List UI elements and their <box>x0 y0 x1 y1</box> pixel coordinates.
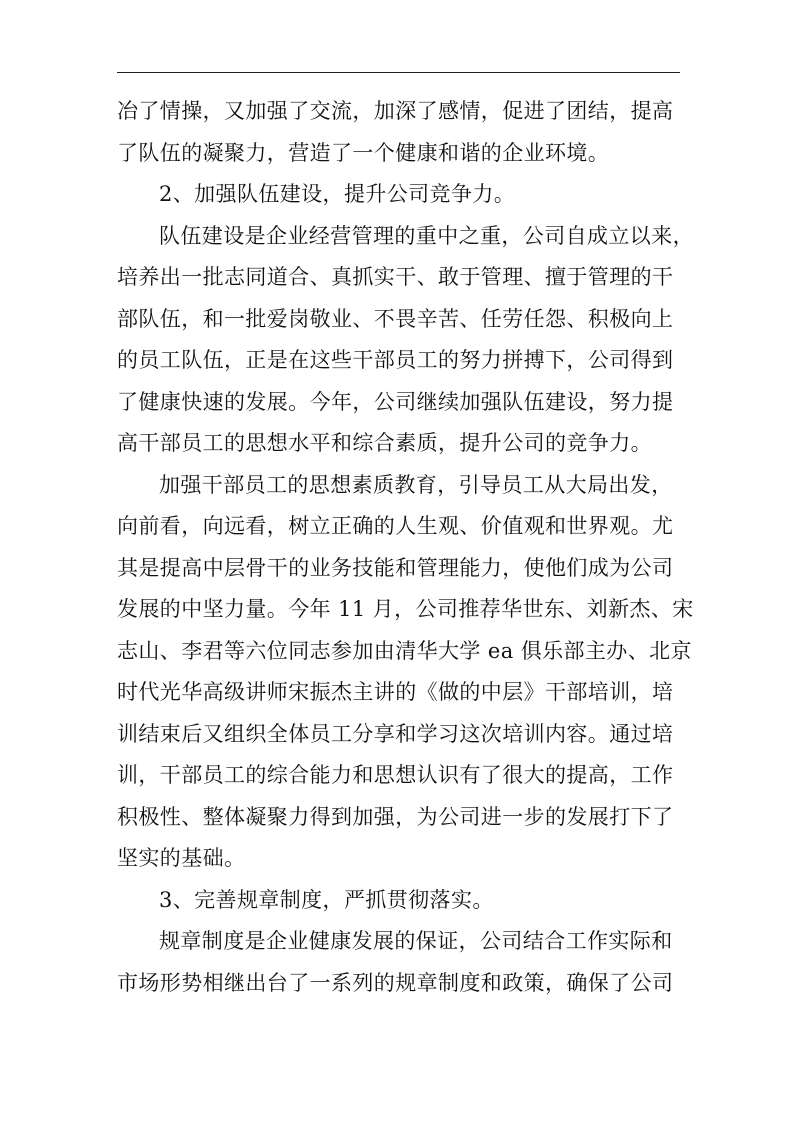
text-line: 了队伍的凝聚力，营造了一个健康和谐的企业环境。 <box>117 140 610 165</box>
text-line: 部队伍，和一批爱岗敬业、不畏辛苦、任劳任怨、积极向上 <box>117 306 674 331</box>
text-line: 冶了情操，又加强了交流，加深了感情，促进了团结，提高 <box>117 99 674 123</box>
text-line: 时代光华高级讲师宋振杰主讲的《做的中层》干部培训，培 <box>117 680 674 704</box>
section-heading: 3、完善规章制度，严抓贯彻落实。 <box>159 887 494 912</box>
text-line: 发展的中坚力量。今年 11 月，公司推荐华世东、刘新杰、宋 <box>117 597 694 621</box>
text-line: 加强干部员工的思想素质教育，引导员工从大局出发， <box>159 472 673 497</box>
text-line: 市场形势相继出台了一系列的规章制度和政策，确保了公司 <box>117 970 674 995</box>
text-line: 培养出一批志同道合、真抓实干、敢于管理、擅于管理的干 <box>117 265 674 289</box>
section-heading: 2、加强队伍建设，提升公司竞争力。 <box>159 182 516 206</box>
document-body <box>117 91 694 1004</box>
text-line: 志山、李君等六位同志参加由清华大学 ea 俱乐部主办、北京 <box>117 638 692 663</box>
text-line: 规章制度是企业健康发展的保证，公司结合工作实际和 <box>159 929 673 953</box>
text-line: 训结束后又组织全体员工分享和学习这次培训内容。通过培 <box>117 721 674 746</box>
text-line: 了健康快速的发展。今年，公司继续加强队伍建设，努力提 <box>117 389 674 414</box>
text-line: 其是提高中层骨干的业务技能和管理能力，使他们成为公司 <box>117 555 674 580</box>
header-rule <box>117 72 680 73</box>
text-line: 训，干部员工的综合能力和思想认识有了很大的提高，工作 <box>117 763 674 787</box>
text-line: 高干部员工的思想水平和综合素质，提升公司的竞争力。 <box>117 431 652 455</box>
text-line: 向前看，向远看，树立正确的人生观、价值观和世界观。尤 <box>117 514 674 538</box>
text-line: 积极性、整体凝聚力得到加强，为公司进一步的发展打下了 <box>117 804 674 829</box>
text-line: 队伍建设是企业经营管理的重中之重，公司自成立以来， <box>159 223 694 248</box>
text-line: 的员工队伍，正是在这些干部员工的努力拼搏下，公司得到 <box>117 348 674 372</box>
text-line: 坚实的基础。 <box>117 846 246 870</box>
